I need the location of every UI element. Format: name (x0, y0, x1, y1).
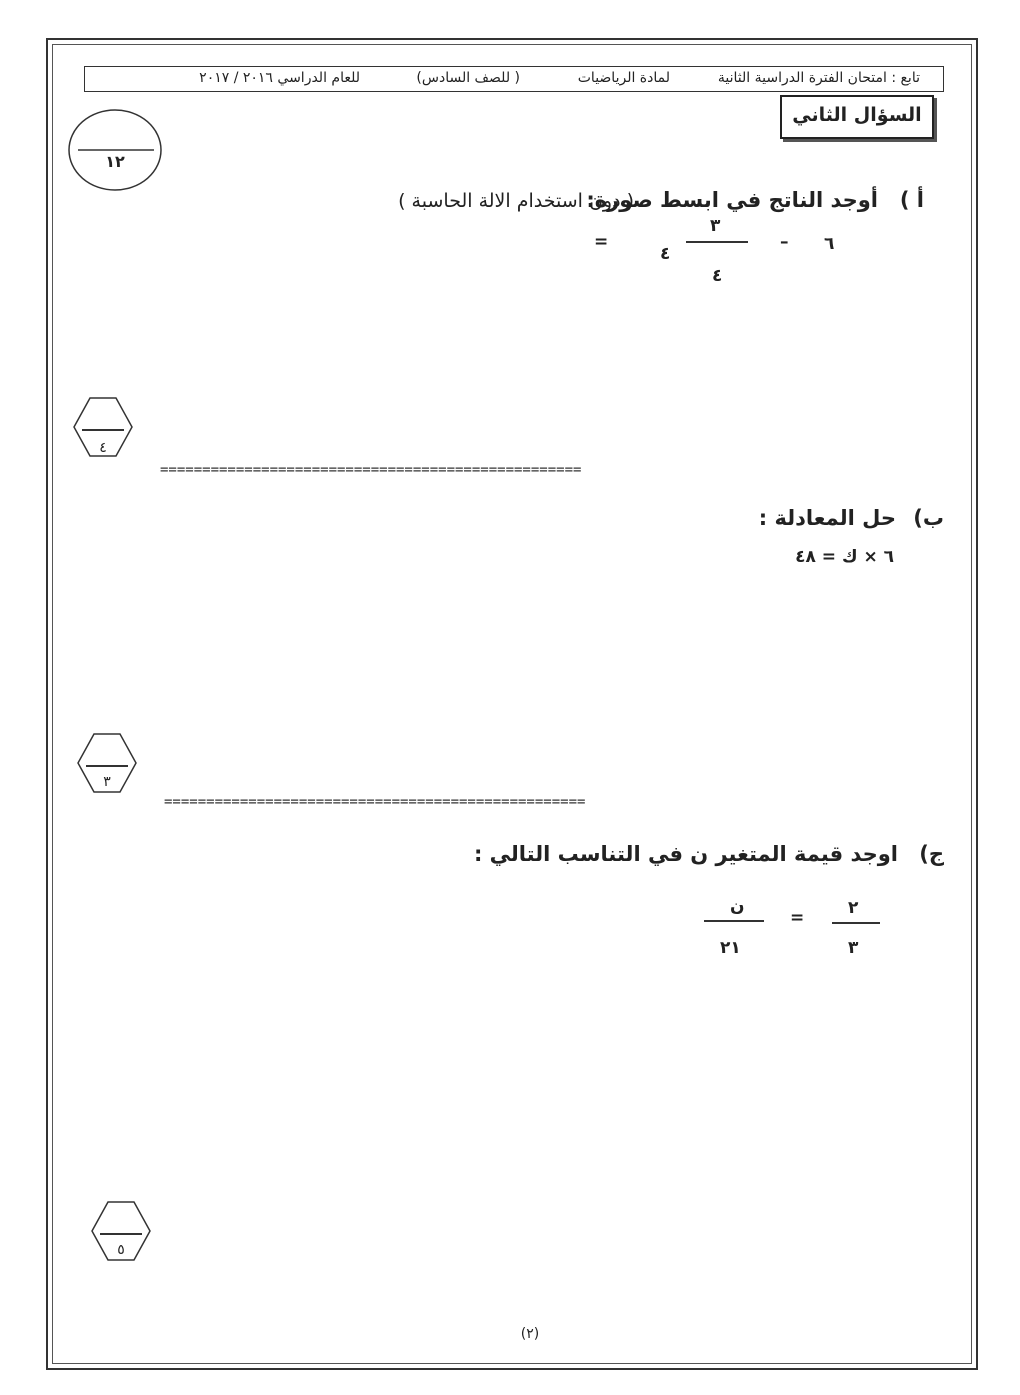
part-c-label: ج) (919, 842, 944, 866)
part-c-equals: = (790, 908, 805, 928)
part-c-instruction: اوجد قيمة المتغير ن في التناسب التالي : (473, 842, 898, 866)
part-a-note: ( دون استخدام الالة الحاسبة ) (398, 190, 634, 212)
exam-title: تابع : امتحان الفترة الدراسية الثانية (717, 70, 920, 86)
grade-label: ( للصف السادس) (416, 70, 520, 86)
part-b-instruction: حل المعادلة : (758, 506, 896, 530)
separator-1: ================================================== (160, 462, 582, 478)
part-b-score: ٣ (103, 774, 111, 790)
page-number: (٢) (520, 1326, 540, 1342)
part-a-score: ٤ (99, 440, 107, 456)
part-a-label: أ ) (899, 188, 924, 212)
year-label: للعام الدراسي ٢٠١٦ / ٢٠١٧ (199, 70, 360, 86)
separator-2: ================================================== (164, 794, 586, 810)
part-c-right-denominator: ٢١ (720, 938, 741, 958)
subject-label: لمادة الرياضيات (577, 70, 670, 86)
part-a-denominator: ٤ (712, 266, 723, 286)
total-score-circle (66, 108, 164, 192)
part-c-right-fraction-bar (704, 920, 764, 922)
part-a-fraction-bar (686, 241, 748, 243)
part-a-whole-1: ٦ (824, 234, 835, 254)
part-c-left-numerator: ٢ (848, 898, 859, 918)
part-c-score: ٥ (117, 1242, 125, 1258)
part-c-right-numerator: ن (730, 896, 745, 916)
part-a-numerator: ٣ (710, 216, 721, 236)
part-a-instruction: أوجد الناتج في ابسط صورة: (586, 188, 878, 212)
total-score-value: ١٢ (105, 152, 125, 171)
part-a-equals: = (594, 232, 609, 252)
part-b-equation: ٦ × ك = ٤٨ (795, 547, 894, 567)
part-c-left-denominator: ٣ (848, 938, 859, 958)
question-title: السؤال الثاني (792, 104, 922, 126)
part-c-left-fraction-bar (832, 922, 880, 924)
part-b-label: ب) (913, 506, 944, 530)
part-a-minus: – (780, 232, 789, 252)
part-a-whole-2: ٤ (660, 244, 671, 264)
